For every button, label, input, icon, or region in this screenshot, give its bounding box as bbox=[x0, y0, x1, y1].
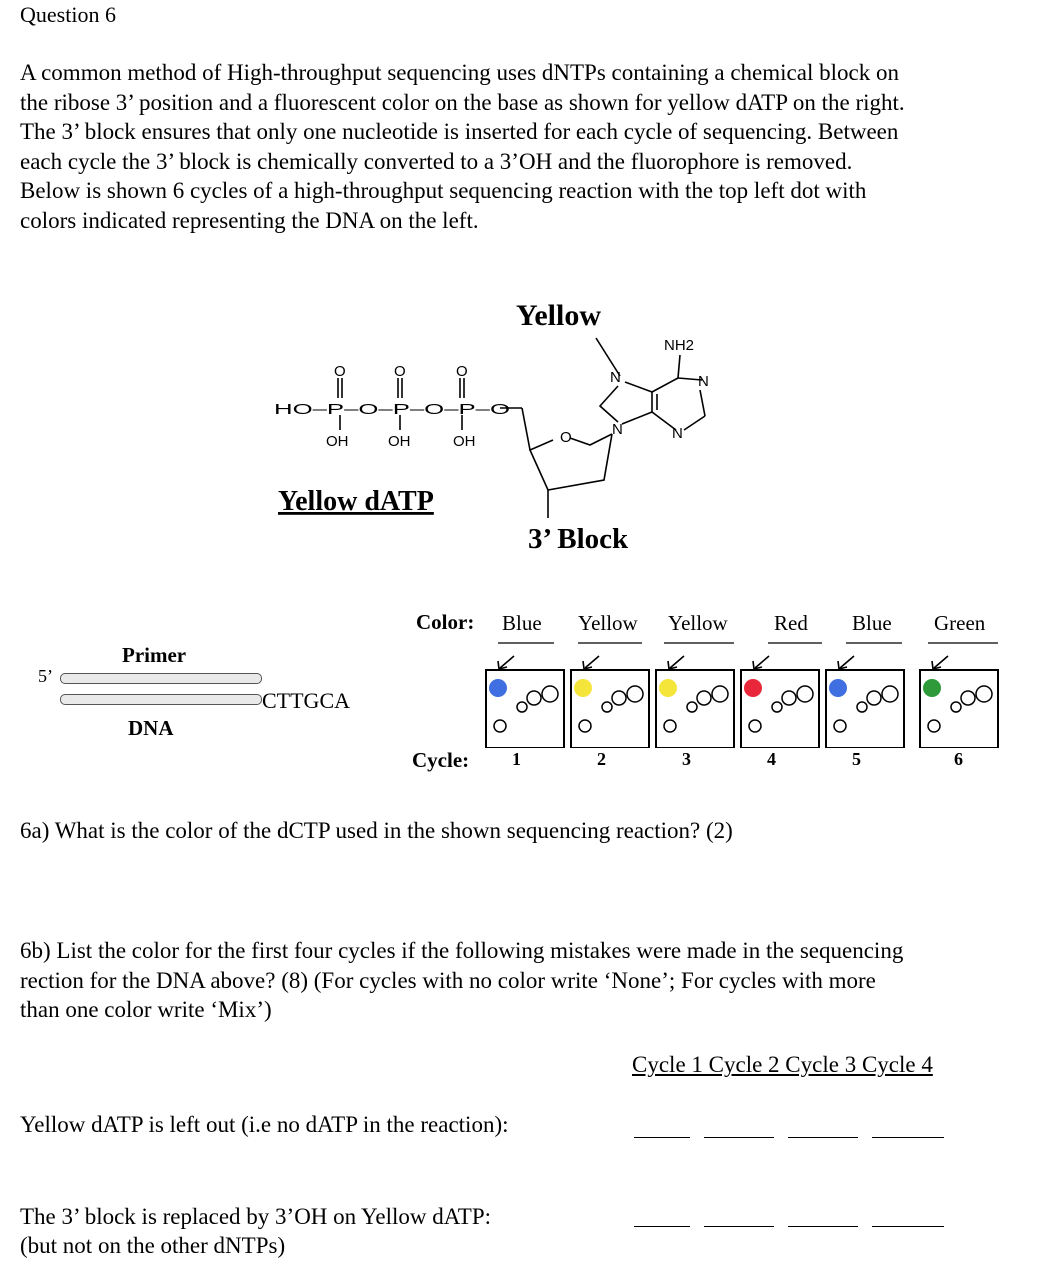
amine-label: NH2 bbox=[664, 337, 695, 354]
answer-blank[interactable] bbox=[634, 1137, 690, 1138]
open-circle bbox=[602, 702, 612, 712]
cycle-color-name: Green bbox=[934, 611, 986, 635]
answer-blank[interactable] bbox=[872, 1226, 944, 1227]
open-circle bbox=[867, 691, 881, 705]
ring-oxygen-label: O bbox=[560, 429, 572, 446]
cycle-number: 1 bbox=[512, 749, 521, 769]
colored-dot bbox=[923, 679, 941, 697]
intro-line: The 3’ block ensures that only one nucleotide is inserted for each cycle of sequencing. Between bbox=[20, 119, 899, 144]
oxo-label: O bbox=[456, 363, 468, 380]
intro-paragraph bbox=[20, 58, 1030, 235]
colored-dot bbox=[489, 679, 507, 697]
open-circle bbox=[687, 702, 697, 712]
open-circle bbox=[542, 686, 558, 702]
nitrogen-label: N bbox=[672, 425, 683, 442]
cycle-number: 4 bbox=[767, 749, 776, 769]
hydroxyl-label: OH bbox=[326, 433, 349, 450]
cycle-color-name: Yellow bbox=[668, 611, 728, 635]
mistake-2-line: The 3’ block is replaced by 3’OH on Yellow dATP: bbox=[20, 1204, 492, 1229]
ribose-ring bbox=[570, 434, 612, 445]
template-sequence: CTTGCA bbox=[262, 688, 350, 713]
colored-dot bbox=[659, 679, 677, 697]
open-circle bbox=[579, 720, 591, 732]
cycle-panels bbox=[0, 638, 1054, 748]
open-circle bbox=[749, 720, 761, 732]
arrow-icon bbox=[500, 656, 514, 668]
cycle-color-name: Blue bbox=[502, 611, 542, 635]
cycle-number: 6 bbox=[954, 749, 963, 769]
q6b-line: 6b) List the color for the first four cycles if the following mistakes were made in the sequencing bbox=[20, 938, 904, 963]
primer-label: Primer bbox=[122, 643, 187, 667]
color-row-label: Color: bbox=[416, 610, 475, 634]
phosphate-chain-label: HO–P–O–P–O–P–O bbox=[274, 401, 510, 418]
dna-label: DNA bbox=[128, 716, 174, 740]
question-6b bbox=[20, 936, 903, 1025]
dATP-structure-diagram bbox=[0, 290, 1054, 560]
answer-blank[interactable] bbox=[704, 1226, 774, 1227]
open-circle bbox=[928, 720, 940, 732]
open-circle bbox=[782, 691, 796, 705]
open-circle bbox=[834, 720, 846, 732]
arrow-icon bbox=[585, 656, 599, 668]
mistake-2-text bbox=[20, 1202, 491, 1260]
oxo-label: O bbox=[334, 363, 346, 380]
colored-dot bbox=[744, 679, 762, 697]
answer-blank[interactable] bbox=[788, 1226, 858, 1227]
mistake-1-text: Yellow dATP is left out (i.e no dATP in the reaction): bbox=[20, 1112, 509, 1137]
open-circle bbox=[527, 691, 541, 705]
open-circle bbox=[976, 686, 992, 702]
cycle-color-name: Red bbox=[774, 611, 808, 635]
cycle-number: 3 bbox=[682, 749, 691, 769]
open-circle bbox=[612, 691, 626, 705]
nitrogen-label: N bbox=[612, 421, 623, 438]
intro-line: colors indicated representing the DNA on the left. bbox=[20, 207, 479, 233]
arrow-icon bbox=[840, 656, 854, 668]
answer-blank[interactable] bbox=[634, 1226, 690, 1227]
intro-line: the ribose 3’ position and a fluorescent color on the base as shown for yellow dATP on the right. bbox=[20, 89, 905, 115]
arrow-icon bbox=[670, 656, 684, 668]
cycle-headers: Cycle 1 Cycle 2 Cycle 3 Cycle 4 bbox=[632, 1052, 933, 1077]
nitrogen-label: N bbox=[698, 373, 709, 390]
answer-blank[interactable] bbox=[788, 1137, 858, 1138]
cycle-color-name: Blue bbox=[852, 611, 892, 635]
imidazole-ring bbox=[600, 386, 618, 422]
open-circle bbox=[882, 686, 898, 702]
hydroxyl-label: OH bbox=[453, 433, 476, 450]
answer-blank[interactable] bbox=[872, 1137, 944, 1138]
open-circle bbox=[712, 686, 728, 702]
open-circle bbox=[772, 702, 782, 712]
open-circle bbox=[797, 686, 813, 702]
question-title: Question 6 bbox=[20, 2, 116, 27]
five-prime-label: 5’ bbox=[38, 666, 53, 686]
q6b-line: than one color write ‘Mix’) bbox=[20, 997, 272, 1022]
answer-blank[interactable] bbox=[704, 1137, 774, 1138]
cycle-number: 5 bbox=[852, 749, 861, 769]
open-circle bbox=[857, 702, 867, 712]
intro-line: A common method of High-throughput sequencing uses dNTPs containing a chemical block on bbox=[20, 60, 899, 85]
intro-line: each cycle the 3’ block is chemically converted to a 3’OH and the fluorophore is removed. bbox=[20, 148, 853, 174]
colored-dot bbox=[829, 679, 847, 697]
open-circle bbox=[517, 702, 527, 712]
cycle-number: 2 bbox=[597, 749, 606, 769]
q6b-line: rection for the DNA above? (8) (For cycles with no color write ‘None’; For cycles with more bbox=[20, 967, 876, 993]
molecule-name: Yellow dATP bbox=[278, 486, 434, 517]
open-circle bbox=[627, 686, 643, 702]
open-circle bbox=[697, 691, 711, 705]
open-circle bbox=[664, 720, 676, 732]
block-label: 3’ Block bbox=[528, 523, 629, 555]
hydroxyl-label: OH bbox=[388, 433, 411, 450]
open-circle bbox=[494, 720, 506, 732]
open-circle bbox=[951, 702, 961, 712]
arrow-icon bbox=[755, 656, 769, 668]
intro-line: Below is shown 6 cycles of a high-throughput sequencing reaction with the top left dot with bbox=[20, 178, 867, 203]
question-6a: 6a) What is the color of the dCTP used in the shown sequencing reaction? (2) bbox=[20, 818, 733, 843]
cycle-row-label: Cycle: bbox=[412, 748, 470, 772]
cycle-color-name: Yellow bbox=[578, 611, 638, 635]
fluor-label: Yellow bbox=[516, 299, 601, 332]
arrow-icon bbox=[934, 656, 948, 668]
colored-dot bbox=[574, 679, 592, 697]
oxo-label: O bbox=[394, 363, 406, 380]
open-circle bbox=[961, 691, 975, 705]
nitrogen-label: N bbox=[610, 369, 621, 386]
mistake-2-line: (but not on the other dNTPs) bbox=[20, 1233, 286, 1258]
